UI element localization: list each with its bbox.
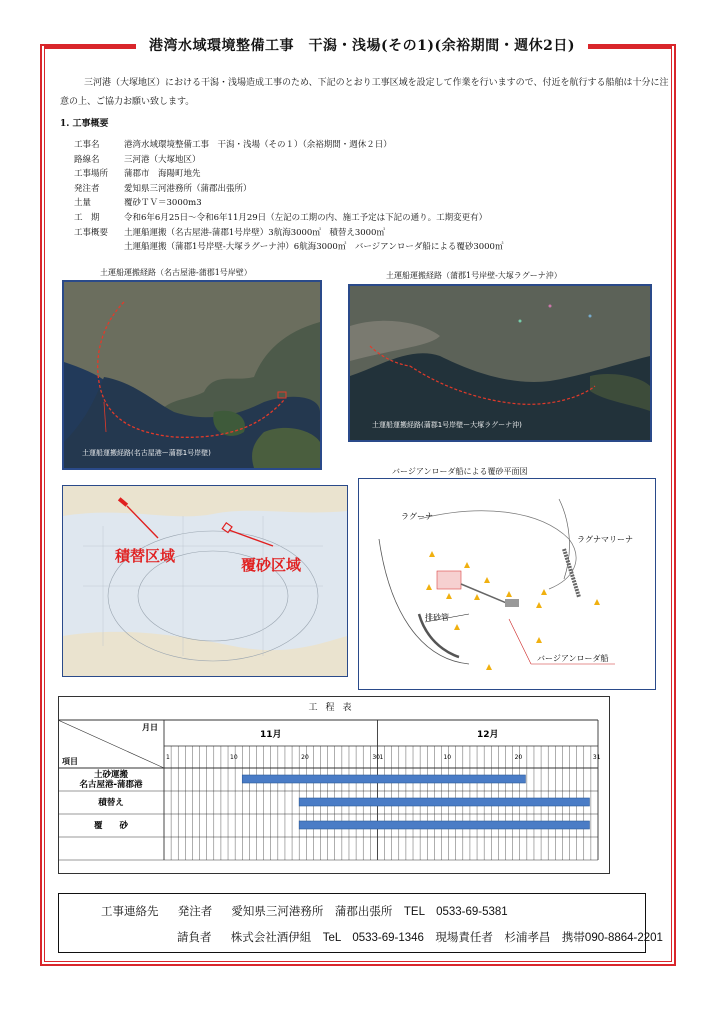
day-label: 1 <box>379 754 384 761</box>
route1-satellite-photo <box>62 280 322 470</box>
page-title: 港湾水域環境整備工事 干潟・浅場(その1)(余裕期間・週休2日) <box>149 38 575 54</box>
pipe-label: 排砂管 <box>425 613 449 622</box>
schedule-bar <box>299 821 589 829</box>
cover-plan-diagram <box>358 478 656 690</box>
overview-value: 愛知県三河港務所（蒲郡出張所） <box>124 183 252 194</box>
overview-row <box>74 153 503 168</box>
overview-key: 工事名 <box>74 140 100 150</box>
overview-row <box>74 167 503 182</box>
contractor-value: 株式会社酒伊組 TeL 0533-69-1346 現場責任者 杉浦孝昌 携帯090-8864-2201 <box>230 932 663 944</box>
section-heading: 1. 工事概要 <box>60 119 109 129</box>
day-label: 31 <box>592 754 601 761</box>
day-label: 1 <box>166 754 170 761</box>
schedule-bar <box>242 775 525 783</box>
overview-row <box>74 182 503 197</box>
row-label: 名古屋港-蒲郡港 <box>79 780 143 790</box>
route1-caption: 土運船運搬経路（名古屋港-蒲郡1号岸壁） <box>100 268 252 277</box>
route1-map-label: 土運船運搬経路(名古屋港ー蒲郡1号岸壁) <box>82 449 211 457</box>
title-bar-right <box>588 45 672 49</box>
overview-row-extra: 土運船運搬（蒲郡1号岸壁-大塚ラグーナ沖）6航海3000㎥ バージアンローダ船による覆砂3000㎥ <box>124 242 504 253</box>
route1-map-image <box>64 282 320 468</box>
overview-value: 港湾水域環境整備工事 干潟・浅場（その１）（余裕期間・週休２日） <box>124 140 392 150</box>
day-label: 20 <box>301 754 309 761</box>
route2-satellite-photo <box>348 284 652 442</box>
row-label: 覆 砂 <box>93 821 129 831</box>
intro-text: 三河港（大塚地区）における干潟・浅場造成工事のため、下記のとおり工事区域を設定して作業を行いますので、付近を航行する船舶は十分に注意の上、ご協力お願い致します。 <box>60 78 669 107</box>
contact-line-orderer <box>101 903 524 919</box>
contact-label: 工事連絡先 <box>101 906 159 918</box>
title-box <box>136 34 588 58</box>
overview-key: 路線名 <box>74 154 100 165</box>
nautical-chart-image <box>63 486 347 676</box>
overview-row <box>74 226 503 241</box>
schedule-grid <box>58 696 610 874</box>
route2-map-label: 土運船運搬経路(蒲郡1号岸壁ー大塚ラグーナ沖) <box>372 421 522 429</box>
month-label: 12月 <box>476 730 499 740</box>
header-item-label: 項目 <box>62 757 78 766</box>
overview-key: 工事概要 <box>74 227 109 238</box>
nautical-chart <box>62 485 348 677</box>
contact-box <box>58 893 663 953</box>
month-label: 11月 <box>259 730 282 740</box>
barge-label: バージアンローダ船 <box>537 654 609 663</box>
contact-line-contractor <box>177 929 679 945</box>
overview-row <box>74 196 503 211</box>
route2-caption: 土運船運搬経路（蒲郡1号岸壁-大塚ラグーナ沖） <box>386 271 562 280</box>
cover-plan-image <box>359 479 655 689</box>
day-label: 10 <box>230 754 238 761</box>
overview-row <box>74 138 503 153</box>
overview-list <box>74 138 503 255</box>
overview-value: 土運船運搬（名古屋港-蒲郡1号岸壁）3航海3000㎥ 積替え3000㎥ <box>124 227 385 238</box>
orderer-key: 発注者 <box>177 906 213 918</box>
route2-map-image <box>350 286 650 440</box>
day-label: 20 <box>514 754 523 761</box>
day-label: 10 <box>443 754 452 761</box>
orderer-value: 愛知県三河港務所 蒲郡出張所 TEL 0533-69-5381 <box>231 906 508 918</box>
plan-caption: バージアンローダ船による覆砂平面図 <box>392 467 528 476</box>
overview-row <box>74 211 503 226</box>
overview-key: 土量 <box>74 198 92 209</box>
schedule-title: 工程表 <box>308 703 360 713</box>
row-label: 土砂運搬 <box>93 770 129 780</box>
title-bar-left <box>44 45 136 49</box>
header-month-label: 月日 <box>142 723 158 732</box>
overview-value: 蒲郡市 海陽町地先 <box>124 169 201 180</box>
day-label: 30 <box>372 754 380 761</box>
overview-key: 工 期 <box>74 212 100 223</box>
contractor-key: 請負者 <box>177 932 212 944</box>
overview-value: 令和6年6月25日～令和6年11月29日（左記の工期の内、施工予定は下記の通り。工期変更有） <box>124 212 488 223</box>
row-label: 積替え <box>98 798 124 808</box>
transfer-area-label: 積替区域 <box>115 547 176 565</box>
overview-value: 覆砂ＴＶ＝3000m3 <box>124 198 202 209</box>
overview-key: 発注者 <box>74 183 100 194</box>
overview-key: 工事場所 <box>74 169 109 180</box>
schedule-bar <box>299 798 589 806</box>
lagoon-label: ラグーナ <box>401 512 433 521</box>
marina-label: ラグナマリーナ <box>577 535 633 544</box>
overview-value: 三河港（大塚地区） <box>124 154 201 165</box>
cover-area-label: 覆砂区域 <box>241 556 302 574</box>
